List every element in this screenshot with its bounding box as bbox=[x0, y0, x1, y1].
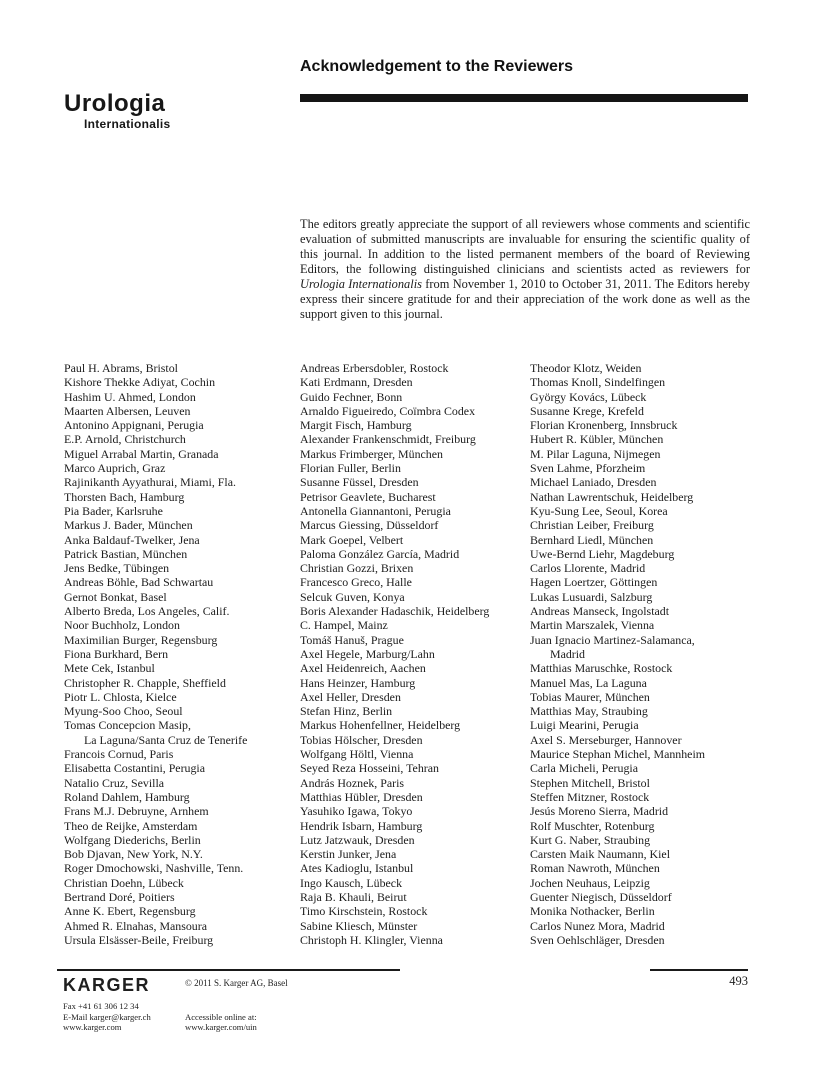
reviewer-columns bbox=[64, 361, 756, 947]
reviewer-line: Matthias May, Straubing bbox=[530, 704, 648, 719]
reviewer-line: Thorsten Bach, Hamburg bbox=[64, 489, 185, 504]
reviewer-line: Carsten Maik Naumann, Kiel bbox=[530, 847, 671, 862]
reviewer-line: Luigi Mearini, Perugia bbox=[530, 718, 639, 733]
intro-paragraph bbox=[300, 217, 750, 322]
reviewer-column-1 bbox=[64, 361, 300, 947]
reviewer-line: Petrisor Geavlete, Bucharest bbox=[300, 489, 436, 504]
reviewer-line: Florian Kronenberg, Innsbruck bbox=[530, 418, 678, 433]
reviewer-line: Paloma González García, Madrid bbox=[300, 546, 460, 561]
reviewer-line: Manuel Mas, La Laguna bbox=[530, 675, 647, 690]
footer-rule-right bbox=[650, 969, 748, 971]
reviewer-line: Ahmed R. Elnahas, Mansoura bbox=[64, 918, 207, 933]
reviewer-line: Nathan Lawrentschuk, Heidelberg bbox=[530, 489, 694, 504]
reviewer-line: Mark Goepel, Velbert bbox=[300, 532, 404, 547]
reviewer-line: Ingo Kausch, Lübeck bbox=[300, 875, 403, 890]
reviewer-line: Michael Laniado, Dresden bbox=[530, 475, 657, 490]
reviewer-line: Lukas Lusuardi, Salzburg bbox=[530, 589, 653, 604]
reviewer-line: Timo Kirschstein, Rostock bbox=[300, 904, 428, 919]
reviewer-line: Axel Heller, Dresden bbox=[300, 689, 401, 704]
reviewer-column-2 bbox=[300, 361, 530, 947]
reviewer-line: Antonella Giannantoni, Perugia bbox=[300, 503, 451, 518]
reviewer-line: Seyed Reza Hosseini, Tehran bbox=[300, 761, 439, 776]
title-rule-bar bbox=[300, 94, 748, 102]
reviewer-line: Tobias Maurer, München bbox=[530, 689, 650, 704]
reviewer-line: Yasuhiko Igawa, Tokyo bbox=[300, 804, 413, 819]
reviewer-line: Patrick Bastian, München bbox=[64, 546, 188, 561]
online-access-url: www.karger.com/uin bbox=[185, 1022, 257, 1033]
reviewer-line: Margit Fisch, Hamburg bbox=[300, 418, 412, 433]
journal-name-italic: Urologia Internationalis bbox=[300, 277, 422, 292]
publisher-contact-block bbox=[63, 1001, 151, 1033]
reviewer-line: György Kovács, Lübeck bbox=[530, 389, 647, 404]
reviewer-line: Sven Oehlschläger, Dresden bbox=[530, 932, 665, 947]
reviewer-line: Christian Doehn, Lübeck bbox=[64, 875, 184, 890]
reviewer-line: Maarten Albersen, Leuven bbox=[64, 403, 191, 418]
reviewer-line: Maximilian Burger, Regensburg bbox=[64, 632, 218, 647]
reviewer-line: Markus Hohenfellner, Heidelberg bbox=[300, 718, 461, 733]
intro-text-end: from November 1, 2010 to October 31, 2011. The Editors hereby express their sincere gratitude for and their appreciation of the work done as well as the support given to this journal. bbox=[300, 277, 751, 322]
reviewer-line: Jochen Neuhaus, Leipzig bbox=[530, 875, 650, 890]
reviewer-line: Kurt G. Naber, Straubing bbox=[530, 832, 651, 847]
reviewer-line: Natalio Cruz, Sevilla bbox=[64, 775, 165, 790]
reviewer-line: Christian Gozzi, Brixen bbox=[300, 561, 414, 576]
reviewer-line: Madrid bbox=[550, 646, 586, 661]
reviewer-line: Marco Auprich, Graz bbox=[64, 461, 166, 476]
copyright-notice: © 2011 S. Karger AG, Basel bbox=[185, 978, 288, 988]
reviewer-line: Hashim U. Ahmed, London bbox=[64, 389, 196, 404]
reviewer-line: Christian Leiber, Freiburg bbox=[530, 518, 654, 533]
reviewer-line: Roger Dmochowski, Nashville, Tenn. bbox=[64, 861, 244, 876]
reviewer-line: Markus J. Bader, München bbox=[64, 518, 193, 533]
publisher-logo: KARGER bbox=[63, 975, 151, 995]
reviewer-line: Roland Dahlem, Hamburg bbox=[64, 789, 190, 804]
reviewer-line: Thomas Knoll, Sindelfingen bbox=[530, 375, 666, 390]
page-number: 493 bbox=[729, 974, 748, 988]
reviewer-line: Juan Ignacio Martinez-Salamanca, bbox=[530, 632, 695, 647]
reviewer-line: Kati Erdmann, Dresden bbox=[300, 375, 413, 390]
reviewer-line: Wolfgang Höltl, Vienna bbox=[300, 747, 414, 762]
reviewer-line: Maurice Stephan Michel, Mannheim bbox=[530, 747, 706, 762]
reviewer-line: Hans Heinzer, Hamburg bbox=[300, 675, 416, 690]
reviewer-line: Carla Micheli, Perugia bbox=[530, 761, 638, 776]
reviewer-line: Ates Kadioglu, Istanbul bbox=[300, 861, 414, 876]
reviewer-line: La Laguna/Santa Cruz de Tenerife bbox=[84, 732, 248, 747]
reviewer-line: Anka Baldauf-Twelker, Jena bbox=[64, 532, 200, 547]
reviewer-line: M. Pilar Laguna, Nijmegen bbox=[530, 446, 661, 461]
reviewer-line: Rolf Muschter, Rotenburg bbox=[530, 818, 655, 833]
reviewer-line: Hubert R. Kübler, München bbox=[530, 432, 664, 447]
reviewer-line: Boris Alexander Hadaschik, Heidelberg bbox=[300, 604, 490, 619]
reviewer-line: Stephen Mitchell, Bristol bbox=[530, 775, 650, 790]
publisher-website: www.karger.com bbox=[63, 1022, 122, 1033]
reviewer-line: Kerstin Junker, Jena bbox=[300, 847, 397, 862]
reviewer-line: Bertrand Doré, Poitiers bbox=[64, 889, 175, 904]
journal-logo-name: Urologia bbox=[64, 90, 166, 117]
reviewer-line: Jesús Moreno Sierra, Madrid bbox=[530, 804, 669, 819]
reviewer-line: Miguel Arrabal Martin, Granada bbox=[64, 446, 219, 461]
page-title: Acknowledgement to the Reviewers bbox=[300, 58, 573, 75]
reviewer-line: Rajinikanth Ayyathurai, Miami, Fla. bbox=[64, 475, 236, 490]
online-access-block bbox=[185, 1012, 257, 1033]
reviewer-line: Arnaldo Figueiredo, Coïmbra Codex bbox=[300, 403, 476, 418]
reviewer-line: Alberto Breda, Los Angeles, Calif. bbox=[64, 604, 230, 619]
reviewer-line: Markus Frimberger, München bbox=[300, 446, 443, 461]
reviewer-line: Uwe-Bernd Liehr, Magdeburg bbox=[530, 546, 675, 561]
reviewer-line: C. Hampel, Mainz bbox=[300, 618, 388, 633]
reviewer-line: Carlos Llorente, Madrid bbox=[530, 561, 646, 576]
reviewer-line: Paul H. Abrams, Bristol bbox=[64, 361, 178, 375]
reviewer-line: Noor Buchholz, London bbox=[64, 618, 180, 633]
journal-logo-subname: Internationalis bbox=[84, 117, 171, 131]
reviewer-line: Matthias Hübler, Dresden bbox=[300, 789, 423, 804]
reviewer-line: Tomáš Hanuš, Prague bbox=[300, 632, 404, 647]
reviewer-line: Francesco Greco, Halle bbox=[300, 575, 412, 590]
reviewer-line: Andreas Böhle, Bad Schwartau bbox=[64, 575, 214, 590]
reviewer-line: Alexander Frankenschmidt, Freiburg bbox=[300, 432, 476, 447]
reviewer-line: Mete Cek, Istanbul bbox=[64, 661, 155, 676]
reviewer-line: Andreas Erbersdobler, Rostock bbox=[300, 361, 449, 375]
reviewer-line: Martin Marszalek, Vienna bbox=[530, 618, 655, 633]
reviewer-line: Tobias Hölscher, Dresden bbox=[300, 732, 423, 747]
reviewer-line: Tomas Concepcion Masip, bbox=[64, 718, 191, 733]
journal-logo bbox=[64, 92, 171, 131]
reviewer-line: Christoph H. Klingler, Vienna bbox=[300, 932, 443, 947]
reviewer-line: Theo de Reijke, Amsterdam bbox=[64, 818, 198, 833]
reviewer-line: Susanne Füssel, Dresden bbox=[300, 475, 419, 490]
reviewer-line: Roman Nawroth, München bbox=[530, 861, 660, 876]
reviewer-line: Gernot Bonkat, Basel bbox=[64, 589, 167, 604]
reviewer-line: Monika Nothacker, Berlin bbox=[530, 904, 655, 919]
reviewer-line: Lutz Jatzwauk, Dresden bbox=[300, 832, 415, 847]
reviewer-line: Bob Djavan, New York, N.Y. bbox=[64, 847, 203, 862]
reviewer-line: Selcuk Guven, Konya bbox=[300, 589, 405, 604]
reviewer-line: Guenter Niegisch, Düsseldorf bbox=[530, 889, 672, 904]
reviewer-line: Stefan Hinz, Berlin bbox=[300, 704, 393, 719]
reviewer-line: Wolfgang Diederichs, Berlin bbox=[64, 832, 201, 847]
reviewer-line: Matthias Maruschke, Rostock bbox=[530, 661, 673, 676]
reviewer-line: Frans M.J. Debruyne, Arnhem bbox=[64, 804, 209, 819]
reviewer-line: Sabine Kliesch, Münster bbox=[300, 918, 418, 933]
reviewer-line: Anne K. Ebert, Regensburg bbox=[64, 904, 196, 919]
reviewer-line: Kishore Thekke Adiyat, Cochin bbox=[64, 375, 216, 390]
reviewer-line: Kyu-Sung Lee, Seoul, Korea bbox=[530, 503, 668, 518]
footer-rule-left bbox=[57, 969, 400, 971]
reviewer-line: Elisabetta Costantini, Perugia bbox=[64, 761, 206, 776]
publisher-fax: Fax +41 61 306 12 34 bbox=[63, 1001, 139, 1011]
reviewer-line: Florian Fuller, Berlin bbox=[300, 461, 401, 476]
reviewer-line: E.P. Arnold, Christchurch bbox=[64, 432, 186, 447]
reviewer-line: Susanne Krege, Krefeld bbox=[530, 403, 644, 418]
reviewer-line: Christopher R. Chapple, Sheffield bbox=[64, 675, 226, 690]
reviewer-line: Axel Heidenreich, Aachen bbox=[300, 661, 426, 676]
reviewer-line: Guido Fechner, Bonn bbox=[300, 389, 403, 404]
reviewer-line: Bernhard Liedl, München bbox=[530, 532, 654, 547]
reviewer-line: Raja B. Khauli, Beirut bbox=[300, 889, 407, 904]
reviewer-line: Carlos Nunez Mora, Madrid bbox=[530, 918, 665, 933]
reviewer-line: Marcus Giessing, Düsseldorf bbox=[300, 518, 439, 533]
reviewer-line: Francois Cornud, Paris bbox=[64, 747, 174, 762]
intro-text-start: The editors greatly appreciate the support of all reviewers whose comments and scientific evaluation of submitted manuscripts are invaluable for ensuring the scientific quality of this journal. In addition to the listed permanent members of the board of Reviewing Editors, the following distinguished clinicians and scientists acted as reviewers for bbox=[300, 217, 750, 277]
reviewer-line: András Hoznek, Paris bbox=[300, 775, 405, 790]
reviewer-line: Myung-Soo Choo, Seoul bbox=[64, 704, 183, 719]
reviewer-line: Axel S. Merseburger, Hannover bbox=[530, 732, 682, 747]
reviewer-line: Ursula Elsässer-Beile, Freiburg bbox=[64, 932, 214, 947]
reviewer-line: Axel Hegele, Marburg/Lahn bbox=[300, 646, 435, 661]
reviewer-line: Antonino Appignani, Perugia bbox=[64, 418, 204, 433]
reviewer-line: Theodor Klotz, Weiden bbox=[530, 361, 642, 375]
reviewer-line: Piotr L. Chlosta, Kielce bbox=[64, 689, 177, 704]
reviewer-line: Steffen Mitzner, Rostock bbox=[530, 789, 650, 804]
reviewer-line: Hendrik Isbarn, Hamburg bbox=[300, 818, 423, 833]
reviewer-line: Andreas Manseck, Ingolstadt bbox=[530, 604, 670, 619]
online-access-label: Accessible online at: bbox=[185, 1011, 257, 1022]
reviewer-line: Fiona Burkhard, Bern bbox=[64, 646, 169, 661]
publisher-email: E-Mail karger@karger.ch bbox=[63, 1011, 151, 1022]
reviewer-column-3 bbox=[530, 361, 756, 947]
reviewer-line: Pia Bader, Karlsruhe bbox=[64, 503, 163, 518]
reviewer-line: Sven Lahme, Pforzheim bbox=[530, 461, 646, 476]
reviewer-line: Hagen Loertzer, Göttingen bbox=[530, 575, 658, 590]
reviewer-line: Jens Bedke, Tübingen bbox=[64, 561, 170, 576]
